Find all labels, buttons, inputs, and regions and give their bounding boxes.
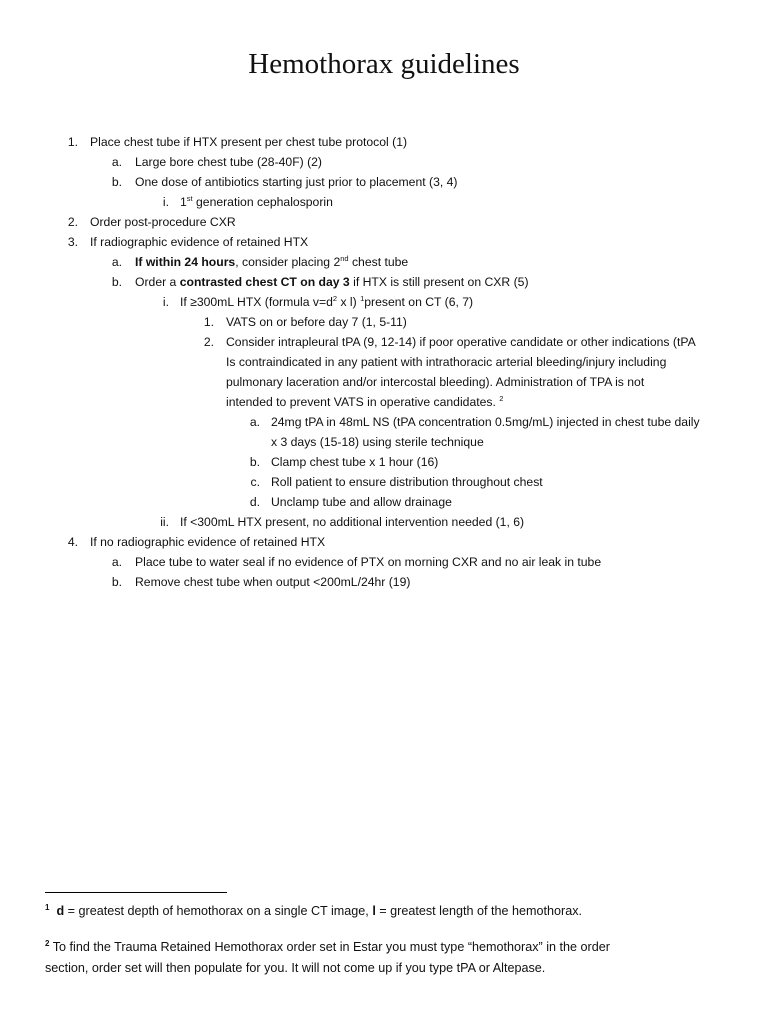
- list-marker: b.: [111, 575, 122, 589]
- list-text: Order a contrasted chest CT on day 3 if HTX is still present on CXR (5): [135, 275, 529, 289]
- list-text: If <300mL HTX present, no additional intervention needed (1, 6): [180, 515, 525, 529]
- list-marker: 3.: [67, 235, 78, 249]
- list-marker: ii.: [160, 515, 169, 529]
- list-text: Clamp chest tube x 1 hour (16): [271, 455, 439, 469]
- list-text: Remove chest tube when output <200mL/24hr (19): [135, 575, 411, 589]
- list-item: [0, 512, 768, 532]
- list-marker: a.: [249, 415, 260, 429]
- footnote-mark: 2: [45, 938, 50, 948]
- list-marker: 1.: [203, 315, 214, 329]
- list-marker: 4.: [67, 535, 78, 549]
- list-marker: 1.: [67, 135, 78, 149]
- list-marker: 2.: [203, 335, 214, 349]
- list-marker: a.: [111, 255, 122, 269]
- list-text: Consider intrapleural tPA (9, 12-14) if poor operative candidate or other indications (tPA: [226, 335, 696, 349]
- footnote-1: $^1$ d = greatest depth of hemothorax on a single CT image, l = greatest length of the hemothorax.: [45, 902, 582, 918]
- list-text: If ≥300mL HTX (formula $v=d^2$ x l) $^1$present on CT (6, 7): [180, 293, 474, 309]
- list-item: [0, 132, 768, 152]
- list-item: [0, 172, 768, 192]
- list-text: 24mg tPA in 48mL NS (tPA concentration 0.5mg/mL) injected in chest tube daily: [271, 415, 700, 429]
- page-title: Hemothorax guidelines: [248, 48, 520, 80]
- list-text: Place chest tube if HTX present per chest tube protocol (1): [90, 135, 408, 149]
- list-text: Roll patient to ensure distribution throughout chest: [271, 475, 543, 489]
- list-marker: a.: [111, 155, 122, 169]
- list-item: [0, 292, 768, 312]
- list-marker: b.: [111, 175, 122, 189]
- list-item: [0, 552, 768, 572]
- list-item: [0, 252, 768, 272]
- footnote-separator: [45, 892, 227, 893]
- list-text: pulmonary laceration and/or intercostal bleeding). Administration of TPA is not: [226, 375, 645, 389]
- list-item: [0, 472, 768, 492]
- list-marker: b.: [111, 275, 122, 289]
- list-text: VATS on or before day 7 (1, 5-11): [226, 315, 407, 329]
- list-text: Large bore chest tube (28-40F) (2): [135, 155, 322, 169]
- list-marker: c.: [250, 475, 260, 489]
- list-item-continuation: [0, 432, 768, 452]
- list-item: [0, 532, 768, 552]
- list-text: Order post-procedure CXR: [90, 215, 236, 229]
- list-item-continuation: [0, 392, 768, 412]
- list-item: [0, 312, 768, 332]
- list-text: Place tube to water seal if no evidence of PTX on morning CXR and no air leak in tube: [135, 555, 602, 569]
- guideline-outline: [0, 132, 768, 592]
- list-item: [0, 152, 768, 172]
- list-item: [0, 192, 768, 212]
- list-text: Is contraindicated in any patient with intrathoracic arterial bleeding/injury including: [226, 355, 667, 369]
- list-item: [0, 412, 768, 432]
- list-marker: d.: [249, 495, 260, 509]
- footnote-mark: 1: [45, 902, 50, 912]
- list-marker: 2.: [67, 215, 78, 229]
- list-item: [0, 232, 768, 252]
- list-text: 1st generation cephalosporin: [180, 193, 333, 209]
- list-item: [0, 272, 768, 292]
- list-item: [0, 212, 768, 232]
- list-marker: i.: [162, 295, 169, 309]
- footnote-2: $^2$ To find the Trauma Retained Hemothorax order set in Estar you must type “hemothorax” in the order section, order set will then populate for you. It will not come up if you type tPA or Altepase.: [45, 938, 610, 975]
- list-marker: b.: [249, 455, 260, 469]
- list-text: If within 24 hours, consider placing 2nd chest tube: [135, 253, 409, 269]
- list-text: x 3 days (15-18) using sterile technique: [271, 435, 484, 449]
- list-text: If no radiographic evidence of retained HTX: [90, 535, 326, 549]
- list-text: If radiographic evidence of retained HTX: [90, 235, 309, 249]
- list-item: [0, 492, 768, 512]
- list-item: [0, 452, 768, 472]
- list-item: [0, 572, 768, 592]
- list-marker: i.: [162, 195, 169, 209]
- list-item: [0, 332, 768, 352]
- list-text: Unclamp tube and allow drainage: [271, 495, 452, 509]
- list-item-continuation: [0, 352, 768, 372]
- list-text: One dose of antibiotics starting just prior to placement (3, 4): [135, 175, 458, 189]
- list-marker: a.: [111, 555, 122, 569]
- list-item-continuation: [0, 372, 768, 392]
- list-text: intended to prevent VATS in operative candidates. $^2$: [226, 393, 504, 409]
